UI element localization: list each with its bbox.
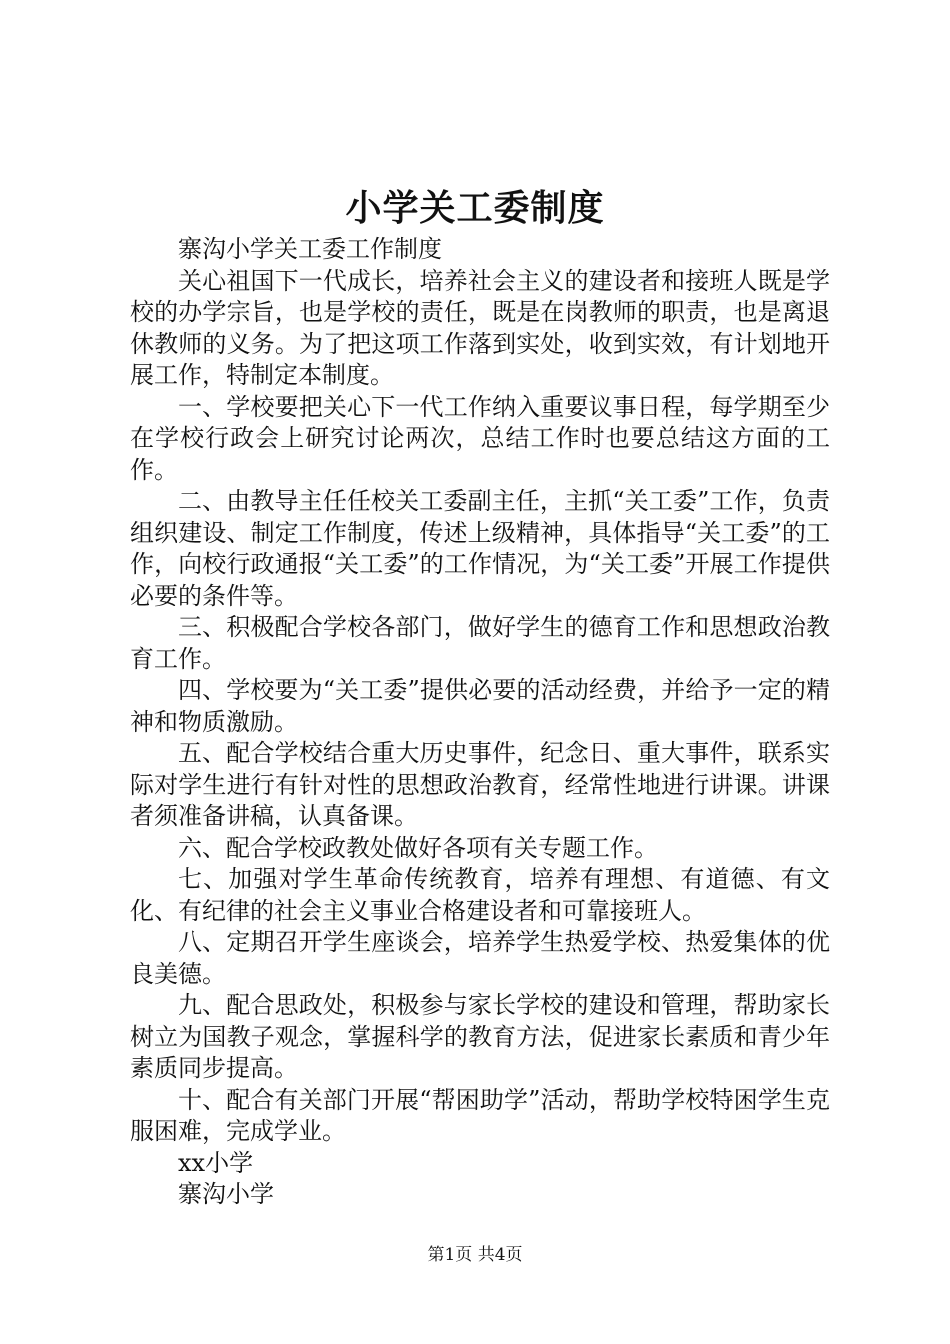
page-footer: 第1页 共4页 bbox=[427, 1245, 523, 1265]
document-title: 小学关工委制度 bbox=[345, 187, 605, 229]
body-paragraph: 七、加强对学生革命传统教育，培养有理想、有道德、有文化、有纪律的社会主义事业合格建设者和可靠接班人。 bbox=[130, 865, 830, 925]
body-paragraph: 寨沟小学关工委工作制度 bbox=[178, 235, 442, 263]
body-paragraph: 五、配合学校结合重大历史事件，纪念日、重大事件，联系实际对学生进行有针对性的思想政治教育，经常性地进行讲课。讲课者须准备讲稿，认真备课。 bbox=[130, 739, 830, 830]
document-body bbox=[130, 234, 830, 1211]
body-paragraph: 四、学校要为“关工委”提供必要的活动经费，并给予一定的精神和物质激励。 bbox=[130, 676, 830, 736]
signature-line: xx小学 bbox=[178, 1148, 254, 1177]
body-paragraph: 二、由教导主任任校关工委副主任，主抓“关工委”工作，负责组织建设、制定工作制度，传述上级精神，具体指导“关工委”的工作，向校行政通报“关工委”的工作情况，为“关工委”开展工作提供必要的条件等。 bbox=[130, 487, 830, 610]
body-paragraph: 九、配合思政处，积极参与家长学校的建设和管理，帮助家长树立为国教子观念，掌握科学的教育方法，促进家长素质和青少年素质同步提高。 bbox=[130, 991, 830, 1082]
body-paragraph: 六、配合学校政教处做好各项有关专题工作。 bbox=[178, 833, 658, 862]
signature-line: 寨沟小学 bbox=[178, 1180, 274, 1208]
body-paragraph: 十、配合有关部门开展“帮困助学”活动，帮助学校特困学生克服困难，完成学业。 bbox=[130, 1085, 830, 1145]
body-paragraph: 关心祖国下一代成长，培养社会主义的建设者和接班人既是学校的办学宗旨，也是学校的责任，既是在岗教师的职责，也是离退休教师的义务。为了把这项工作落到实处，收到实效，有计划地开展工作，特制定本制度。 bbox=[130, 266, 830, 389]
body-paragraph: 三、积极配合学校各部门，做好学生的德育工作和思想政治教育工作。 bbox=[130, 613, 830, 673]
body-paragraph: 一、学校要把关心下一代工作纳入重要议事日程，每学期至少在学校行政会上研究讨论两次，总结工作时也要总结这方面的工作。 bbox=[130, 392, 830, 484]
body-paragraph: 八、定期召开学生座谈会，培养学生热爱学校、热爱集体的优良美德。 bbox=[130, 928, 830, 988]
